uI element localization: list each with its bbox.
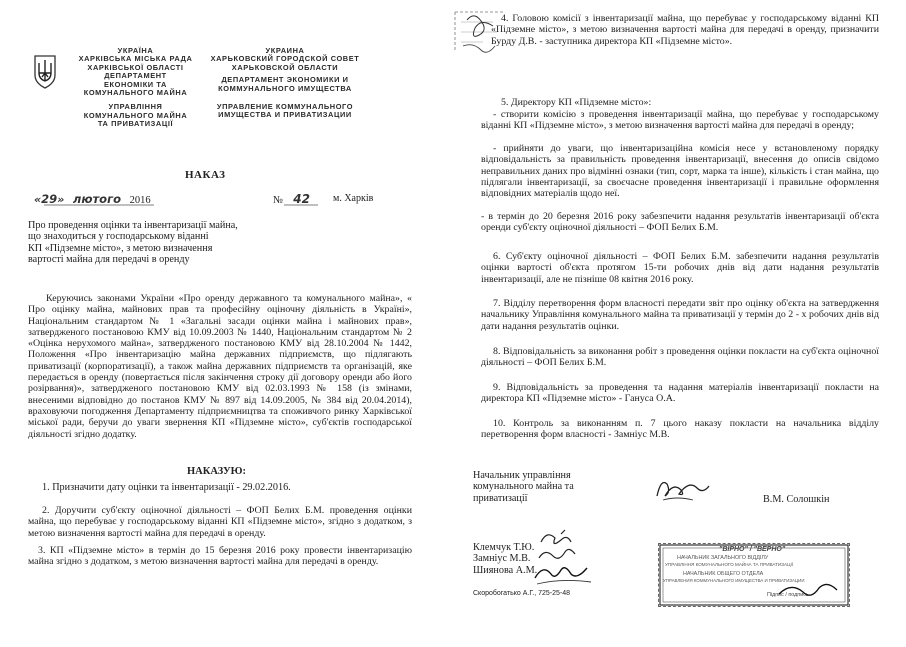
header-line: ХАРКІВСЬКА МІСЬКА РАДА	[78, 54, 193, 64]
header-line: УКРАИНА	[265, 46, 305, 55]
date-close: »	[57, 193, 65, 206]
executor: Скоробогатько А.Г., 725-25-48	[473, 590, 571, 597]
item-7: 7. Відділу перетворення форм власності передати звіт про оцінку об'єкта на затвердження начальнику Управління комунального майна та приватизації у термін до 2 - х робочих днів від дати надання результатів оцінки.	[481, 298, 879, 332]
header-line: ХАРКІВСЬКОЇ ОБЛАСТІ	[87, 62, 184, 72]
item-9: 9. Відповідальність за проведення та надання матеріалів інвентаризації покласти на директора КП «Підземне місто» - Гануса О.А.	[481, 382, 879, 405]
header-line: ДЕПАРТАМЕНТ	[104, 71, 167, 81]
header-line: ХАРЬКОВСКИЙ ГОРОДСКОЙ СОВЕТ	[210, 54, 360, 64]
header-ukrainian	[63, 47, 208, 129]
header-line: КОМУНАЛЬНОГО МАЙНА	[83, 110, 188, 120]
date-day: 29	[41, 192, 58, 206]
subject-line: що знаходиться у господарському віданні	[28, 231, 209, 243]
stamp-line: НАЧАЛЬНИК ОБЩЕГО ОТДЕЛА	[683, 571, 764, 577]
subject-line: Про проведення оцінки та інвентаризації майна,	[28, 220, 238, 231]
item-5c: - в термін до 20 березня 2016 року забезпечити надання результатів інвентаризації об'єкта оренди суб'єкту оціночної діяльності – ФОП Белих Б.М.	[481, 211, 879, 234]
header-line: УПРАВЛІННЯ	[108, 102, 163, 112]
header-line: УПРАВЛЕНИЕ КОММУНАЛЬНОГО	[216, 102, 354, 112]
date-month: лютого	[72, 192, 121, 206]
header-line: ИМУЩЕСТВА И ПРИВАТИЗАЦИИ	[218, 110, 352, 120]
date-open: «	[34, 193, 42, 206]
header-russian	[205, 47, 365, 120]
approver-signatures-icon	[531, 528, 597, 590]
order-heading: НАКАЗУЮ:	[187, 466, 246, 477]
stamp-line: НАЧАЛЬНИК ЗАГАЛЬНОГО ВІДДІЛУ	[677, 555, 769, 561]
preamble: Керуючись законами України «Про оренду державного та комунального майна», « Про оцінку майна, майнових прав та професійну оціночну діяльність в Україні», Національним стандартом № 1 «Загальні засади оцінки майна і майнових прав», затвердженого постановою КМУ від 10.09.2003 № 1440, Національним стандартом № 2 «Оцінка нерухомого майна», затвердженого постановою КМУ від 28.10.2004 № 1442, Положення «Про інвентаризацію майна державних підприємств, що підлягають приватизації (корпоратизації), а також майна державних підприємств та організацій, яке передається в оренду (повертається після закінчення строку дії договору оренди або його розірвання)», затвердженого постановою КМУ від 02.03.1993 № 158 (із змінами, внесеними відповідно до постанов КМУ № 897 від 14.09.2005, № 384 від 20.04.2014), враховуючи погодження Департаменту підприємництва та споживчого ринку Харківської міської ради, беручи до уваги звернення КП «Підземне місто», суб'єктів господарської діяльності згідно додатку.	[28, 293, 412, 440]
approver-name: Шиянова А.М.	[473, 564, 538, 576]
approver-name: Замніус М.В.	[473, 553, 531, 565]
date-underline	[44, 204, 154, 207]
subject-line: КП «Підземне місто», з метою визначення	[28, 242, 213, 254]
header-line: УКРАЇНА	[117, 46, 154, 55]
stamp-line: Підпис / подпись	[767, 592, 809, 598]
header-line: ХАРЬКОВСКОЙ ОБЛАСТИ	[231, 62, 339, 72]
item-5b: - прийняти до уваги, що інвентаризаційна комісія несе у встановленому порядку відповідальність за правильність проведення інвентаризації, внесення до описів свідомо неправильних даних про відмінні ознаки (тип, сорт, марка та інше), кількість і стан майна, що підлягали інвентаризації, за своєчасне проведення інвентаризації і правильне оформлення відповідних матеріалів щодо неї.	[481, 143, 879, 200]
approver-name: Клемчук Т.Ю.	[473, 542, 535, 553]
signature-title-line: приватизації	[473, 492, 528, 504]
head-signature-icon	[653, 474, 713, 504]
signature-title-line: Начальник управління	[473, 470, 571, 481]
item-6: 6. Суб'єкту оціночної діяльності – ФОП Белих Б.М. забезпечити надання результатів оцінки вартості об'єкта протягом 15-ти робочих днів від дати надання результатів інвентаризації, але не пізніше 08 квітня 2016 року.	[481, 251, 879, 285]
coat-of-arms-icon	[33, 55, 57, 89]
signature-title	[473, 470, 633, 504]
item-4: 4. Головою комісії з інвентаризації майна, що перебуває у господарському віданні КП «Підземне місто», з метою визначення вартості майна для передачі в оренду, призначити Бурду Д.В. - заступника директора КП «Підземне місто».	[491, 13, 879, 47]
header-line: ТА ПРИВАТИЗАЦІЇ	[97, 119, 174, 129]
number-underline	[284, 204, 318, 207]
subject-line: вартості майна для передачі в оренду	[28, 253, 190, 265]
item-2: 2. Доручити суб'єкту оціночної діяльності – ФОП Белих Б.М. проведення оцінки майна, що перебуває у господарському віданні КП «Підземне місто», згідно з додатком, з метою визначення вартості майна для передачі в оренду.	[28, 505, 412, 539]
document-title: НАКАЗ	[185, 169, 226, 181]
header-line: КОММУНАЛЬНОГО ИМУЩЕСТВА	[218, 83, 352, 93]
number-value: 42	[293, 192, 310, 206]
item-3: 3. КП «Підземне місто» в термін до 15 березня 2016 року провести інвентаризацію майна згідно з додатком, з метою визначення вартості майна для передачі в оренду.	[28, 545, 412, 568]
certification-stamp	[658, 543, 850, 607]
header-line: ЕКОНОМІКИ ТА	[104, 79, 167, 89]
item-8: 8. Відповідальність за виконання робіт з проведення оцінки покласти на суб'єкта оціночної діяльності – ФОП Белих Б.М.	[481, 346, 879, 369]
item-1: 1. Призначити дату оцінки та інвентаризації - 29.02.2016.	[42, 482, 291, 493]
subject	[28, 220, 278, 265]
item-5a: - створити комісію з проведення інвентаризації майна, що перебуває у господарському віданні КП «Підземне місто», з метою визначення вартості майна для передачі в оренду;	[481, 109, 879, 132]
stamp-line: УПРАВЛІННЯ КОМУНАЛЬНОГО МАЙНА ТА ПРИВАТИЗАЦІЇ	[665, 562, 794, 567]
right-page	[453, 0, 906, 647]
signature-name: В.М. Солошкін	[763, 494, 830, 505]
city: м. Харків	[333, 193, 374, 204]
date-year: 2016	[129, 195, 151, 206]
stamp-line: УПРАВЛЕНИЯ КОММУНАЛЬНОГО ИМУЩЕСТВА И ПРИВАТИЗАЦИИ	[663, 578, 805, 583]
stamp-pattern-icon	[659, 544, 849, 606]
number-label: №	[273, 195, 284, 206]
stamp-line: "ВІРНО" / "ВЕРНО"	[719, 546, 786, 553]
signature-title-line: комунального майна та	[473, 481, 574, 493]
item-5-heading: 5. Директору КП «Підземне місто»:	[501, 97, 652, 108]
item-10: 10. Контроль за виконанням п. 7 цього наказу покласти на начальника відділу перетворення форм власності - Замніус М.В.	[481, 418, 879, 441]
header-line: КОМУНАЛЬНОГО МАЙНА	[83, 88, 188, 98]
header-line: ДЕПАРТАМЕНТ ЭКОНОМИКИ И	[221, 75, 349, 85]
